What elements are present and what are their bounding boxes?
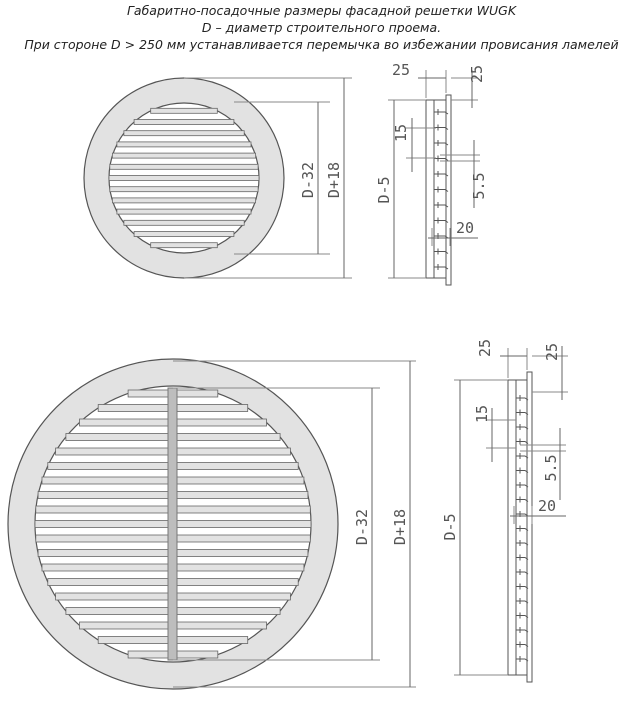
small-flange (446, 95, 451, 285)
large-side-slat (516, 413, 528, 415)
large-label-flange-width: 25 (476, 338, 494, 358)
small-label-inner-diameter: D-32 (299, 161, 317, 199)
small-label-slat-pitch: 15 (392, 123, 410, 143)
small-label-slat-depth: 20 (456, 219, 475, 237)
subtitle-d-definition: D – диаметр строительного проема. (201, 20, 442, 35)
large-label-outer-diameter: D+18 (391, 508, 409, 546)
small-slat (112, 153, 255, 158)
large-label-slat-pitch: 15 (473, 404, 491, 424)
small-label-slat-thickness: 5.5 (470, 172, 488, 200)
small-slat (124, 220, 244, 225)
large-side-slat (516, 558, 528, 560)
small-slat (124, 131, 244, 136)
small-label-outer-diameter: D+18 (325, 161, 343, 199)
large-side-slat (516, 427, 528, 429)
small-slat (134, 120, 234, 125)
large-side-slat (516, 543, 528, 545)
large-side-slat (516, 500, 528, 502)
large-side-slat (516, 398, 528, 400)
large-side-slat (516, 630, 528, 632)
large-side-slat (516, 442, 528, 444)
small-slat (109, 176, 259, 181)
large-frame-body (508, 380, 516, 675)
large-side-slat (516, 601, 528, 603)
large-center-bridge (168, 388, 177, 660)
small-slat (110, 187, 258, 192)
small-slat (117, 142, 251, 147)
small-slat (151, 243, 218, 248)
small-label-height: D-5 (375, 176, 393, 204)
large-side-slat (516, 645, 528, 647)
large-label-flange-depth: 25 (543, 342, 561, 362)
small-frame-body (426, 100, 434, 278)
large-label-height: D-5 (441, 513, 459, 541)
large-label-slat-depth: 20 (538, 497, 557, 515)
large-side-slat (516, 529, 528, 531)
large-side-slat (516, 659, 528, 661)
large-side-slat (516, 456, 528, 458)
small-label-flange-width: 25 (392, 61, 411, 79)
large-side-slat (516, 616, 528, 618)
large-side-slats (516, 395, 528, 662)
large-label-inner-diameter: D-32 (353, 508, 371, 546)
small-side-view (388, 70, 480, 285)
small-label-flange-depth: 25 (468, 64, 486, 84)
small-slat (151, 108, 218, 113)
small-slat (117, 209, 251, 214)
large-side-slat (516, 572, 528, 574)
large-side-slat (516, 587, 528, 589)
small-slat (110, 164, 258, 169)
large-flange (527, 372, 532, 682)
large-label-slat-thickness: 5.5 (542, 454, 560, 482)
note-bridge: При стороне D > 250 мм устанавливается перемычка во избежании провисания ламелей (24, 37, 619, 52)
title: Габаритно-посадочные размеры фасадной решетки WUGK (126, 3, 517, 18)
small-slat (112, 198, 255, 203)
large-side-slat (516, 471, 528, 473)
large-side-slat (516, 485, 528, 487)
small-slat (134, 232, 234, 237)
